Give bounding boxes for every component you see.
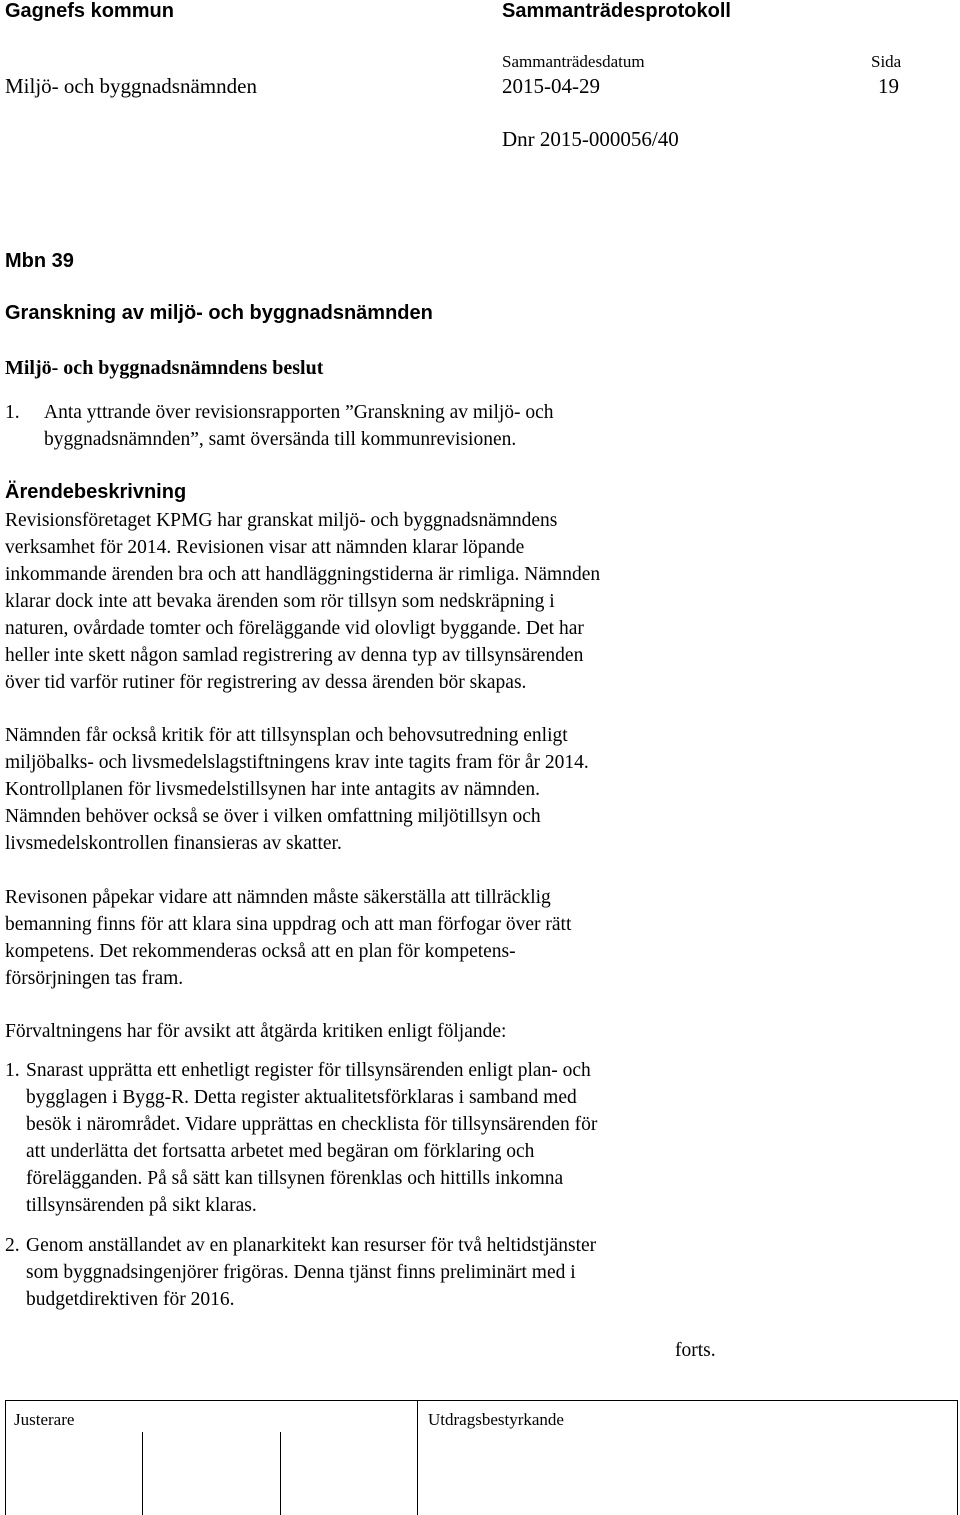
text-line: klarar dock inte att bevaka ärenden som rör tillsyn som nedskräpning i <box>5 591 555 612</box>
document-type: Sammanträdesprotokoll <box>502 0 731 22</box>
text-line: Revisonen påpekar vidare att nämnden måste säkerställa att tillräcklig <box>5 887 551 908</box>
text-line: Nämnden behöver också se över i vilken omfattning miljötillsyn och <box>5 806 541 827</box>
text-line: Kontrollplanen för livsmedelstillsynen har inte antagits av nämnden. <box>5 779 541 800</box>
text-line: Förvaltningens har för avsikt att åtgärda kritiken enligt följande: <box>5 1021 507 1042</box>
decision-item-number: 1. <box>5 402 20 423</box>
footer-left-border <box>5 1400 6 1515</box>
text-line: Revisionsföretaget KPMG har granskat miljö- och byggnadsnämndens <box>5 510 558 531</box>
text-line: Nämnden får också kritik för att tillsynsplan och behovsutredning enligt <box>5 725 568 746</box>
action-item-line: att underlätta det fortsatta arbetet med begäran om förklaring och <box>26 1141 535 1162</box>
decision-item-line: byggnadsnämnden”, samt översända till kommunrevisionen. <box>44 429 517 450</box>
text-line: kompetens. Det rekommenderas också att en plan för kompetens- <box>5 941 516 962</box>
text-line: bemanning finns för att klara sina uppdrag och att man förfogar över rätt <box>5 914 572 935</box>
description-heading: Ärendebeskrivning <box>5 481 187 503</box>
description-paragraph-2 <box>5 722 945 857</box>
description-paragraph-1 <box>5 507 945 696</box>
adjusters-label: Justerare <box>14 1410 75 1429</box>
text-line: inkommande ärenden bra och att handläggningstiderna är rimliga. Nämnden <box>5 564 601 585</box>
municipality-name: Gagnefs kommun <box>5 0 174 22</box>
action-item-line: Genom anställandet av en planarkitekt kan resurser för två heltidstjänster <box>26 1235 597 1256</box>
signature-separator <box>142 1432 143 1515</box>
action-item-number: 1. <box>5 1060 20 1081</box>
text-line: heller inte skett någon samlad registrering av denna typ av tillsynsärenden <box>5 645 584 666</box>
text-line: miljöbalks- och livsmedelslagstiftningens krav inte tagits fram för år 2014. <box>5 752 589 773</box>
description-paragraph-3 <box>5 884 945 992</box>
meeting-date: 2015-04-29 <box>502 74 600 98</box>
decision-item-line: Anta yttrande över revisionsrapporten ”Granskning av miljö- och <box>44 402 554 423</box>
signature-separator <box>280 1432 281 1515</box>
page-label: Sida <box>871 52 902 71</box>
text-line: över tid varför rutiner för registrering av dessa ärenden bör skapas. <box>5 672 527 693</box>
text-line: försörjningen tas fram. <box>5 968 184 989</box>
extract-certification-label: Utdragsbestyrkande <box>428 1410 564 1429</box>
action-item-line: besök i närområdet. Vidare upprättas en checklista för tillsynsärenden för <box>26 1114 598 1135</box>
page-number: 19 <box>878 74 899 98</box>
action-item-line: förelägganden. På så sätt kan tillsynen förenklas och hittills inkomna <box>26 1168 564 1189</box>
paragraph-title: Granskning av miljö- och byggnadsnämnden <box>5 302 433 324</box>
action-item-number: 2. <box>5 1235 20 1256</box>
decision-heading: Miljö- och byggnadsnämndens beslut <box>5 357 324 379</box>
description-paragraph-4 <box>5 1018 945 1045</box>
action-item-line: bygglagen i Bygg-R. Detta register aktualitetsförklaras i samband med <box>26 1087 577 1108</box>
continued-marker: forts. <box>675 1340 716 1361</box>
paragraph-number: Mbn 39 <box>5 250 74 272</box>
footer-divider <box>417 1400 418 1515</box>
text-line: naturen, ovårdade tomter och föreläggande vid olovligt byggande. Det har <box>5 618 584 639</box>
action-item-line: som byggnadsingenjörer frigöras. Denna tjänst finns preliminärt med i <box>26 1262 576 1283</box>
action-item-line: budgetdirektiven för 2016. <box>26 1289 235 1310</box>
action-item-line: tillsynsärenden på sikt klaras. <box>26 1195 257 1216</box>
meeting-date-label: Sammanträdesdatum <box>502 52 645 71</box>
case-number: Dnr 2015-000056/40 <box>502 127 679 151</box>
text-line: livsmedelskontrollen finansieras av skatter. <box>5 833 342 854</box>
footer-right-border <box>957 1400 958 1515</box>
action-item-line: Snarast upprätta ett enhetligt register för tillsynsärenden enligt plan- och <box>26 1060 591 1081</box>
footer-top-rule <box>5 1400 957 1401</box>
committee-name: Miljö- och byggnadsnämnden <box>5 74 257 98</box>
text-line: verksamhet för 2014. Revisionen visar att nämnden klarar löpande <box>5 537 525 558</box>
